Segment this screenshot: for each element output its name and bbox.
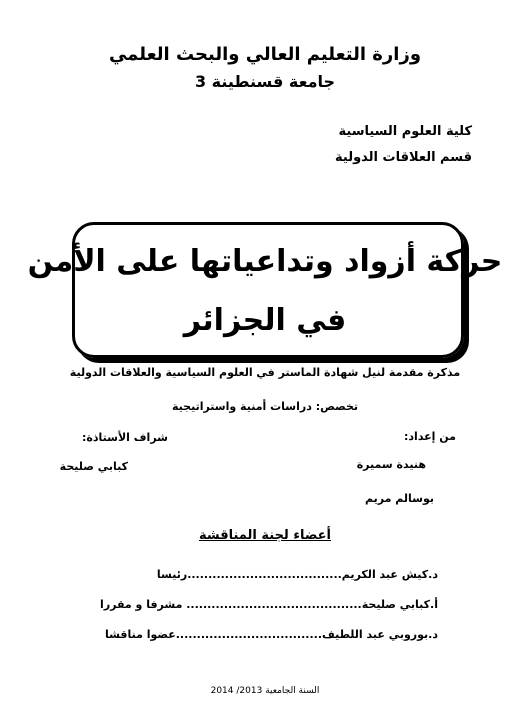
author-name: هنيدة سميرة: [356, 458, 426, 471]
university-heading: جامعة قسنطينة 3: [194, 72, 336, 91]
committee-member: د.كيش عبد الكريم.....................................رئيسا: [156, 568, 438, 581]
prepared-by-label: من إعداد:: [404, 430, 456, 443]
thesis-note: مذكرة مقدمة لنيل شهادة الماستر في العلوم السياسية والعلاقات الدولية: [69, 366, 461, 379]
author-name: بوسالم مريم: [365, 492, 434, 505]
department-label: قسم العلاقات الدولية: [335, 150, 472, 165]
ministry-heading: وزارة التعليم العالي والبحث العلمي: [108, 44, 422, 65]
faculty-label: كلية العلوم السياسية: [338, 124, 472, 139]
committee-heading: أعضاء لجنة المناقشة: [198, 528, 332, 543]
committee-member: د.بوروبي عبد اللطيف...................................عضوا مناقشا: [104, 628, 438, 641]
supervision-label: شراف الأستاذة:: [82, 431, 168, 444]
supervisor-name: كبابي صليحة: [59, 460, 128, 473]
specialty-label: تخصص: دراسات أمنية واستراتيجية: [171, 400, 358, 413]
thesis-title-line-2: في الجزائر: [183, 303, 347, 338]
committee-member: أ.كبابي صليحة.......................................... مشرفا و مقررا: [100, 598, 438, 611]
academic-year: السنة الجامعية 2013/ 2014: [210, 686, 320, 696]
thesis-title-line-1: حركة أزواد وتداعياتها على الأمن: [27, 244, 503, 279]
